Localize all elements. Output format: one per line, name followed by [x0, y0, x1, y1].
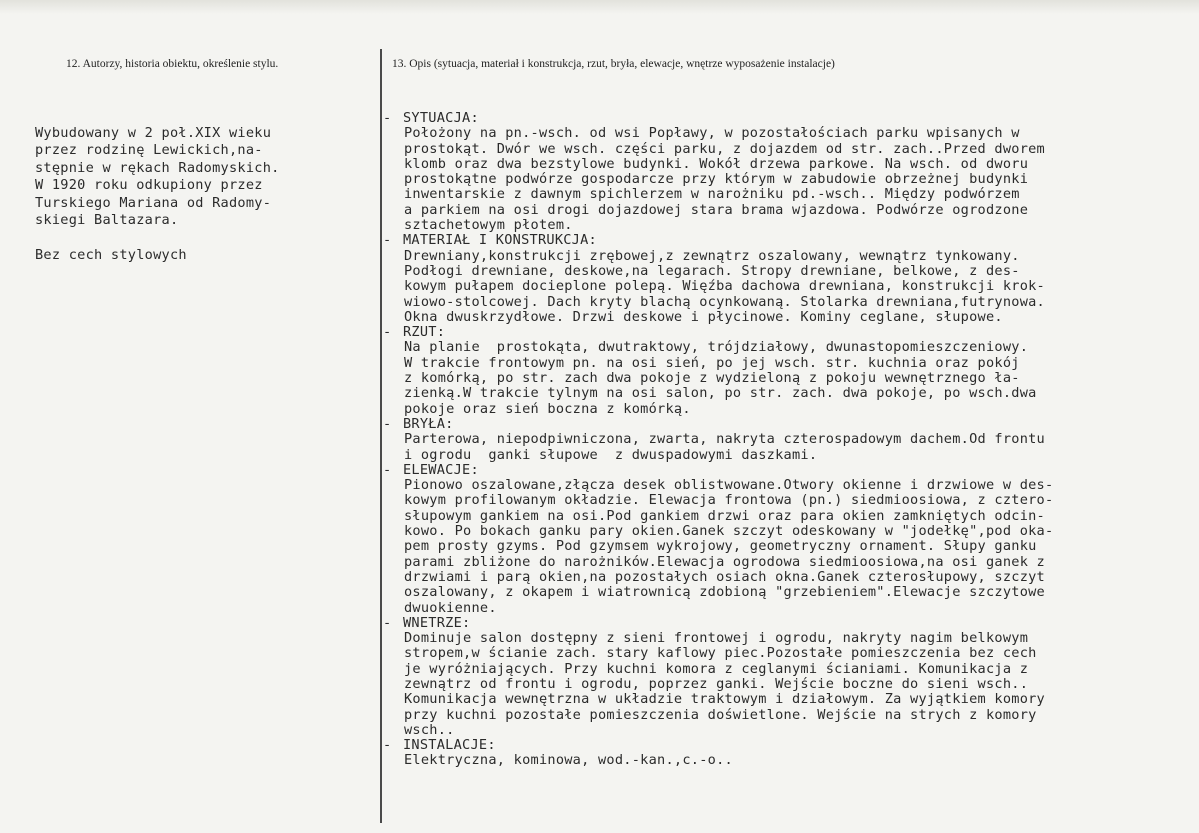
- section-text-line: je wyróżniających. Przy kuchni komora z ceglanymi ścianiami. Komunikacja z: [404, 660, 1029, 677]
- section-text-line: dwuokienne.: [404, 599, 497, 616]
- section-heading: [383, 463, 1195, 478]
- history-text-block: [35, 125, 365, 264]
- section-text-line: zienką.W trakcie tylnym na osi salon, po str. zach. dwa pokoje, po wsch.dwa: [404, 385, 1037, 402]
- section-text-line: kowym profilowanym okładzie. Elewacja frontowa (pn.) siedmioosiowa, z cztero-: [404, 492, 1054, 509]
- section-dash: -: [383, 324, 392, 341]
- section-text-line: Okna dwuskrzydłowe. Drzwi deskowe i płycinowe. Kominy ceglane, słupowe.: [404, 308, 1003, 325]
- section-text-line: prostokąt. Dwór we wsch. części parku, z dojazdem od str. zach..Przed dworem: [404, 140, 1045, 157]
- section-text-line: a parkiem na osi drogi dojazdowej stara brama wjazdowa. Podwórze ogrodzone: [404, 201, 1029, 218]
- section-dash: -: [383, 232, 392, 249]
- section-text-line: z komórką, po str. zach dwa pokoje z wydzieloną z pokoju wewnętrznego ła-: [404, 370, 1020, 387]
- description-text-block: [383, 111, 1195, 769]
- history-line: skiegi Baltazara.: [35, 211, 179, 228]
- section-text-line: Na planie prostokąta, dwutraktowy, trójdziałowy, dwunastopomieszczeniowy.: [404, 339, 1029, 356]
- section-title: SYTUACJA:: [403, 110, 479, 126]
- section-text-line: drzwiami i parą okien,na pozostałych osiach okna.Ganek czterosłupowy, szczyt: [404, 568, 1045, 585]
- history-line: stępnie w rękach Radomyskich.: [35, 159, 280, 176]
- section-title: RZUT:: [403, 324, 446, 341]
- history-line: W 1920 roku odkupiony przez: [35, 177, 263, 194]
- section-text-line: Elektryczna, kominowa, wod.-kan.,c.-o..: [404, 752, 733, 769]
- section-dash: -: [383, 415, 392, 432]
- paragraph-gap: [35, 229, 365, 246]
- section-text-line: Położony na pn.-wsch. od wsi Popławy, w pozostałościach parku wpisanych w: [404, 125, 1020, 142]
- section-dash: -: [383, 110, 392, 126]
- section-text-line: Parterowa, niepodpiwniczona, zwarta, nakryta czterospadowym dachem.Od frontu: [404, 431, 1045, 448]
- style-note: Bez cech stylowych: [35, 246, 187, 263]
- section-dash: -: [383, 461, 392, 478]
- section-text-line: W trakcie frontowym pn. na osi sień, po jej wsch. str. kuchnia oraz pokój: [404, 354, 1020, 371]
- section-text-line: pokoje oraz sień boczna z komórką.: [404, 400, 691, 417]
- section-title: WNETRZE:: [403, 614, 471, 631]
- section-text-line: kowym pułapem docieplone polepą. Więźba dachowa drewniana, konstrukcji krok-: [404, 278, 1045, 295]
- history-line: Wybudowany w 2 poł.XIX wieku: [35, 125, 272, 141]
- section-text-line: wiowo-stolcowej. Dach kryty blachą ocynkowaną. Stolarka drewniana,futrynowa.: [404, 293, 1045, 310]
- section-text-line: słupowym gankiem na osi.Pod gankiem drzwi oraz para okien zamkniętych odcin-: [404, 507, 1045, 524]
- section-text-line: przy kuchni pozostałe pomieszczenia doświetlone. Wejście na strych z komory: [404, 706, 1037, 723]
- section-heading: [383, 325, 1195, 340]
- section-dash: -: [383, 737, 392, 754]
- page-top-edge: [0, 0, 1199, 14]
- section-text-line: klomb oraz dwa bezstylowe budynki. Wokół drzewa parkowe. Na wsch. od dworu: [404, 155, 1029, 172]
- section-text-line: inwentarskie z dawnym spichlerzem w narożniku pd.-wsch.. Między podwórzem: [404, 186, 1020, 203]
- column-header-description: 13. Opis (sytuacja, materiał i konstrukcja, rzut, bryła, elewacje, wnętrze wyposażenie instalacje): [392, 58, 835, 70]
- section-text-line: sztachetowym płotem.: [404, 217, 573, 234]
- section-text-line: wsch..: [404, 721, 455, 738]
- section-text-line: Komunikacja wewnętrzna w układzie traktowym i działowym. Za wyjątkiem komory: [404, 691, 1045, 708]
- section-heading: [383, 233, 1195, 248]
- section-title: MATERIAŁ I KONSTRUKCJA:: [403, 232, 597, 249]
- section-text-line: oszalowany, z okapem i wiatrownicą zdobioną "grzebieniem".Elewacje szczytowe: [404, 584, 1045, 601]
- section-text-line: Pionowo oszalowane,złącza desek oblistwowane.Otwory okienne i drzwiowe w des-: [404, 477, 1054, 494]
- section-title: BRYŁA:: [403, 415, 454, 432]
- section-heading: [383, 616, 1195, 631]
- section-title: INSTALACJE:: [403, 737, 496, 754]
- section-text-line: kowo. Po bokach ganku pary okien.Ganek szczyt odeskowany w "jodełkę",pod oka-: [404, 523, 1054, 540]
- section-text-line: zewnątrz od frontu i ogrodu, poprzez ganki. Wejście boczne do sieni wsch..: [404, 675, 1029, 692]
- section-text-line: Drewniany,konstrukcji zrębowej,z zewnątrz oszalowany, wewnątrz tynkowany.: [404, 247, 1020, 264]
- section-heading: [383, 417, 1195, 432]
- history-line: Turskiego Mariana od Radomy-: [35, 194, 272, 211]
- history-line: przez rodzinę Lewickich,na-: [35, 142, 263, 159]
- column-header-authors: 12. Autorzy, historia obiektu, określenie stylu.: [66, 58, 279, 70]
- section-heading: [383, 738, 1195, 753]
- section-text-line: prostokątne podwórze gospodarcze przy którym w zabudowie obrzeżnej budynki: [404, 171, 1029, 188]
- section-title: ELEWACJE:: [403, 461, 479, 478]
- section-text-line: Podłogi drewniane, deskowe,na legarach. Stropy drewniane, belkowe, z des-: [404, 262, 1020, 279]
- section-text-line: i ogrodu ganki słupowe z dwuspadowymi daszkami.: [404, 446, 818, 463]
- column-divider: [380, 49, 382, 823]
- section-text-line: Dominuje salon dostępny z sieni frontowej i ogrodu, nakryty nagim belkowym: [404, 630, 1029, 647]
- section-heading: [383, 111, 1195, 126]
- section-text-line: stropem,w ścianie zach. stary kaflowy piec.Pozostałe pomieszczenia bez cech: [404, 645, 1037, 662]
- section-text-line: parami zbliżone do narożników.Elewacja ogrodowa siedmioosiowa,na osi ganek z: [404, 553, 1045, 570]
- section-text-line: pem prosty gzyms. Pod gzymsem wykrojowy, geometryczny ornament. Słupy ganku: [404, 538, 1037, 555]
- section-dash: -: [383, 614, 392, 631]
